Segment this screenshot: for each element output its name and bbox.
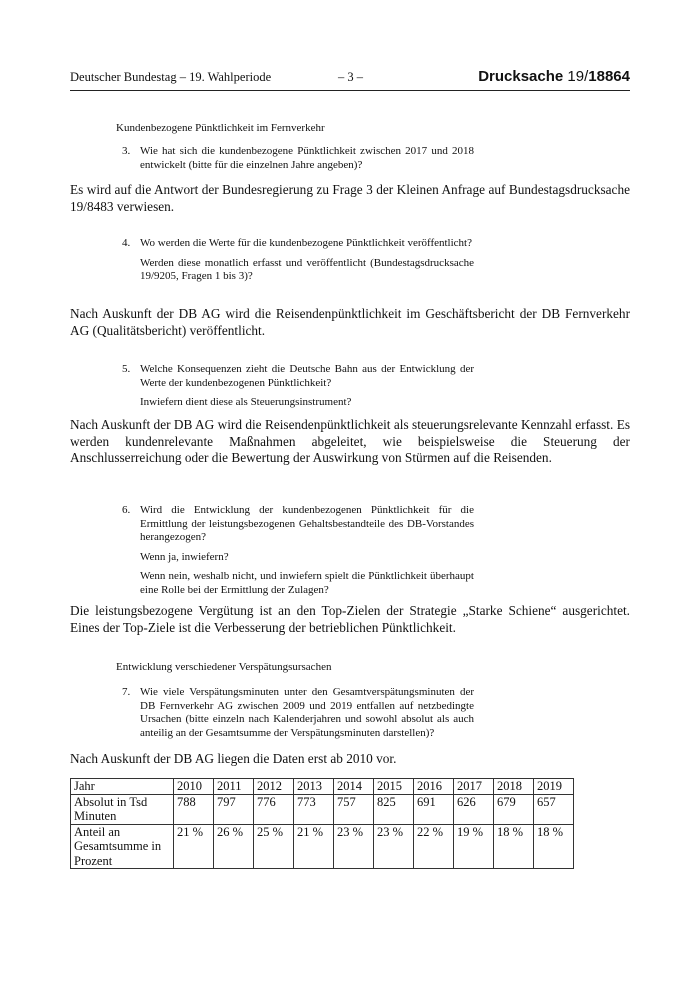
question-3 [122,145,474,172]
table-cell: 757 [334,794,374,824]
table-cell: 797 [214,794,254,824]
table-cell: 25 % [254,824,294,869]
question-number: 4. [122,237,131,249]
answer-3: Es wird auf die Antwort der Bundesregierung zu Frage 3 der Kleinen Anfrage auf Bundestagsdrucksache 19/8483 verwiesen. [70,182,630,214]
table-cell: 825 [374,794,414,824]
question-text: Welche Konsequenzen zieht die Deutsche Bahn aus der Entwicklung der Werte der kundenbezogenen Pünktlichkeit? [140,363,474,389]
table-row [71,794,574,824]
table-cell: 23 % [334,824,374,869]
year-cell: 2011 [214,779,254,795]
row-label-absolute: Absolut in Tsd Minuten [71,794,174,824]
answer-5: Nach Auskunft der DB AG wird die Reisendenpünktlichkeit als steuerungsrelevante Kennzahl erfasst. Es werden kundenrelevante Maßnahmen abgeleitet, wie beispielsweise die Steuerung der Anschlusserreichung oder die Bewertung der Auswirkung von Stürmen auf die Reisenden. [70,417,630,465]
table-cell: 21 % [174,824,214,869]
question-number: 6. [122,504,131,516]
document-number [478,68,630,85]
question-number: 3. [122,145,131,157]
answer-7: Nach Auskunft der DB AG liegen die Daten erst ab 2010 vor. [70,751,397,766]
year-cell: 2010 [174,779,214,795]
table-header-row [71,779,574,795]
year-cell: 2013 [294,779,334,795]
year-cell: 2012 [254,779,294,795]
answer-6: Die leistungsbezogene Vergütung ist an den Top-Zielen der Strategie „Starke Schiene“ ausgerichtet. Eines der Top-Ziele ist die Verbesserung der betrieblichen Pünktlichkeit. [70,603,630,635]
table-cell: 626 [454,794,494,824]
year-cell: 2017 [454,779,494,795]
question-6 [122,504,474,597]
table-header-cell: Jahr [71,779,174,795]
question-text-followup-2: Wenn nein, weshalb nicht, und inwiefern spielt die Pünktlichkeit überhaupt eine Rolle bei der Ermittlung der Zulagen? [140,570,474,596]
document-number-prefix: 19/ [567,68,589,85]
document-number-value: 18864 [588,68,630,85]
table-cell: 18 % [534,824,574,869]
year-cell: 2019 [534,779,574,795]
table-cell: 18 % [494,824,534,869]
year-cell: 2018 [494,779,534,795]
row-label-share: Anteil an Gesamtsumme in Prozent [71,824,174,869]
table-cell: 19 % [454,824,494,869]
header-parliament: Deutscher Bundestag – 19. Wahlperiode [70,70,272,84]
section-heading-delays: Entwicklung verschiedener Verspätungsursachen [116,661,332,673]
page-header [70,70,630,88]
question-text-followup: Wenn ja, inwiefern? [140,550,229,563]
table-cell: 21 % [294,824,334,869]
table-cell: 776 [254,794,294,824]
question-text: Wird die Entwicklung der kundenbezogenen Pünktlichkeit für die Ermittlung der leistungsbezogenen Gehaltsbestandteile des DB-Vorstandes herangezogen? [140,504,474,543]
question-text: Wo werden die Werte für die kundenbezogene Pünktlichkeit veröffentlicht? [140,237,472,249]
table-cell: 788 [174,794,214,824]
year-cell: 2015 [374,779,414,795]
question-text: Wie hat sich die kundenbezogene Pünktlichkeit zwischen 2017 und 2018 entwickelt (bitte für die einzelnen Jahre angeben)? [140,145,474,171]
header-rule [70,90,630,91]
question-4 [122,237,474,284]
table-cell: 691 [414,794,454,824]
year-cell: 2016 [414,779,454,795]
table-cell: 26 % [214,824,254,869]
question-number: 5. [122,363,131,375]
question-number: 7. [122,686,131,698]
table-cell: 679 [494,794,534,824]
page-number: – 3 – [338,70,363,84]
delay-minutes-table [70,778,574,869]
answer-4: Nach Auskunft der DB AG wird die Reisendenpünktlichkeit im Geschäftsbericht der DB Fernverkehr AG (Qualitätsbericht) veröffentlicht. [70,306,630,338]
section-heading-punctuality: Kundenbezogene Pünktlichkeit im Fernverkehr [116,122,325,134]
question-text: Wie viele Verspätungsminuten unter den Gesamtverspätungsminuten der DB Fernverkehr AG zwischen 2009 und 2019 entfallen auf netzbedingte Ursachen (bitte einzeln nach Kalenderjahren und sowohl absolut als auch anteilig an der Gesamtsumme der Verspätungsminuten darstellen)? [140,686,474,739]
question-text-followup: Werden diese monatlich erfasst und veröffentlicht (Bundestagsdrucksache 19/9205, Fragen 1 bis 3)? [140,256,474,282]
table-cell: 657 [534,794,574,824]
question-5 [122,363,474,410]
table-row [71,824,574,869]
table-cell: 773 [294,794,334,824]
table-cell: 23 % [374,824,414,869]
question-text-followup: Inwiefern dient diese als Steuerungsinstrument? [140,396,352,408]
table-cell: 22 % [414,824,454,869]
year-cell: 2014 [334,779,374,795]
question-7 [122,686,474,740]
document-label: Drucksache [478,68,564,85]
